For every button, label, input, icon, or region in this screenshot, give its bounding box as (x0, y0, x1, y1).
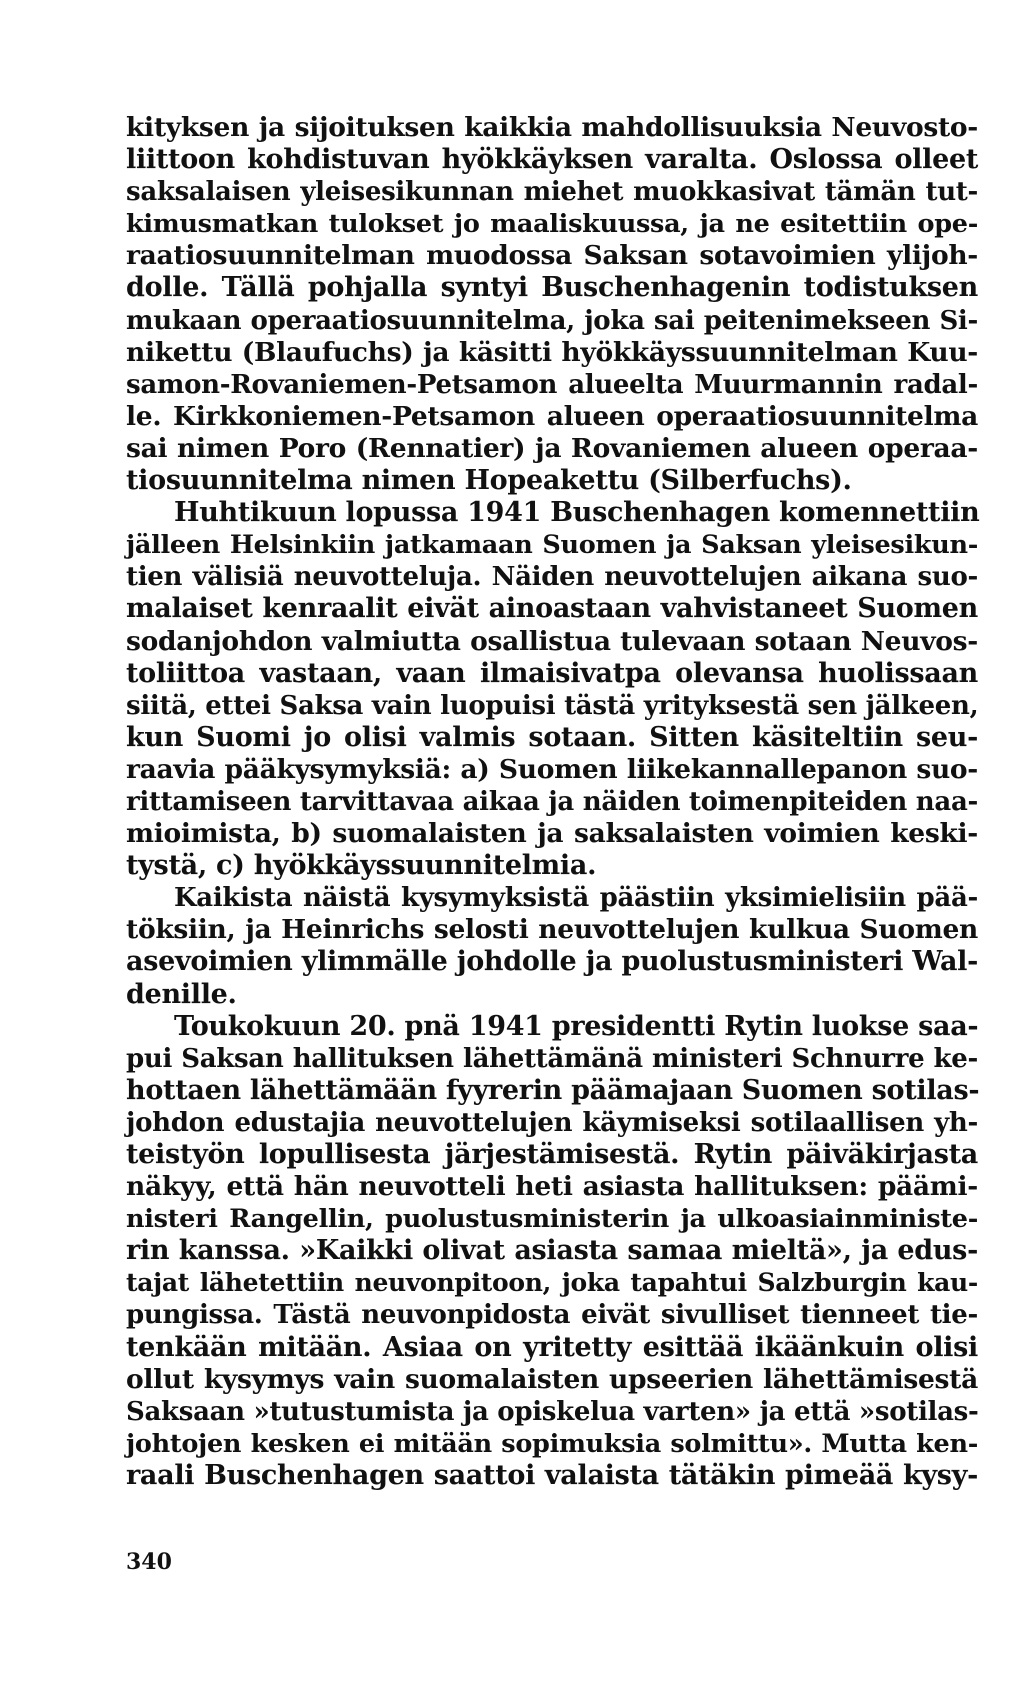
text-line: raavia pääkysymyksiä: a) Suomen liikekannallepanon suo- (126, 753, 978, 785)
text-line: tystä, c) hyökkäyssuunnitelmia. (126, 850, 597, 882)
text-line: rittamiseen tarvittavaa aikaa ja näiden toimenpiteiden naa- (126, 786, 978, 817)
text-line: johdon edustajia neuvottelujen käymiseksi sotilaallisen yh- (126, 1107, 978, 1138)
text-line: Saksaan »tutustumista ja opiskelua varten» ja että »sotilas- (126, 1396, 979, 1427)
text-line: kityksen ja sijoituksen kaikkia mahdollisuuksia Neuvosto- (126, 112, 978, 143)
text-line: rin kanssa. »Kaikki olivat asiasta samaa mieltä», ja edus- (126, 1235, 978, 1267)
text-line: pui Saksan hallituksen lähettämänä ministeri Schnurre ke- (126, 1043, 978, 1074)
text-line: sodanjohdon valmiutta osallistua tulevaan sotaan Neuvos- (126, 625, 978, 657)
text-line: pungissa. Tästä neuvonpidosta eivät sivulliset tienneet tie- (126, 1300, 978, 1331)
text-line: dolle. Tällä pohjalla syntyi Buschenhagenin todistuksen (126, 272, 978, 304)
text-line: jälleen Helsinkiin jatkamaan Suomen ja Saksan yleisesikun- (126, 530, 978, 561)
text-line: denille. (126, 978, 237, 1010)
text-line: kun Suomi jo olisi valmis sotaan. Sitten käsiteltiin seu- (126, 721, 978, 753)
text-line: nisteri Rangellin, puolustusministerin ja ulkoasiainministe- (126, 1204, 978, 1235)
text-line: mukaan operaatiosuunnitelma, joka sai peitenimekseen Si- (126, 305, 978, 336)
text-line: tiosuunnitelma nimen Hopeakettu (Silberfuchs). (126, 465, 852, 497)
text-line: raali Buschenhagen saattoi valaista tätäkin pimeää kysy- (126, 1459, 978, 1491)
text-line: liittoon kohdistuvan hyökkäyksen varalta. Oslossa olleet (126, 144, 978, 176)
text-line: töksiin, ja Heinrichs selosti neuvottelujen kulkua Suomen (126, 914, 978, 946)
text-line: Kaikista näistä kysymyksistä päästiin yksimielisiin pää- (174, 883, 978, 914)
text-line: Toukokuun 20. pnä 1941 presidentti Rytin luokse saa- (174, 1010, 979, 1042)
text-line: malaiset kenraalit eivät ainoastaan vahvistaneet Suomen (126, 593, 978, 625)
text-line: tajat lähetettiin neuvonpitoon, joka tapahtui Salzburgin kau- (126, 1268, 978, 1298)
text-line: siitä, ettei Saksa vain luopuisi tästä yrityksestä sen jälkeen, (126, 690, 979, 721)
text-line: raatiosuunnitelman muodossa Saksan sotavoimien ylijoh- (126, 240, 978, 272)
text-line: teistyön lopullisesta järjestämisestä. Rytin päiväkirjasta (126, 1139, 978, 1170)
text-line: ollut kysymys vain suomalaisten upseerien lähettämisestä (126, 1363, 978, 1395)
body-text (126, 112, 978, 1492)
text-line: nikettu (Blaufuchs) ja käsitti hyökkäyssuunnitelman Kuu- (126, 336, 978, 368)
text-line: hottaen lähettämään fyyrerin päämajaan Suomen sotilas- (126, 1074, 980, 1106)
text-line: näkyy, että hän neuvotteli heti asiasta hallituksen: päämi- (126, 1171, 978, 1203)
text-line: sai nimen Poro (Rennatier) ja Rovaniemen alueen operaa- (126, 432, 978, 464)
text-line: kimusmatkan tulokset jo maaliskuussa, ja ne esitettiin ope- (126, 209, 978, 240)
page-number: 340 (126, 1549, 172, 1575)
text-line: tenkään mitään. Asiaa on yritetty esittää ikäänkuin olisi (126, 1331, 978, 1363)
text-line: johtojen kesken ei mitään sopimuksia solmittu». Mutta ken- (126, 1428, 978, 1459)
text-line: saksalaisen yleisesikunnan miehet muokkasivat tämän tut- (126, 177, 978, 208)
text-line: tien välisiä neuvotteluja. Näiden neuvottelujen aikana suo- (126, 562, 978, 593)
text-line: Huhtikuun lopussa 1941 Buschenhagen komennettiin (174, 497, 980, 529)
text-line: toliittoa vastaan, vaan ilmaisivatpa olevansa huolissaan (126, 657, 978, 689)
text-line: samon-Rovaniemen-Petsamon alueelta Muurmannin radal- (126, 369, 978, 400)
text-line: asevoimien ylimmälle johdolle ja puolustusministeri Wal- (126, 946, 978, 978)
text-line: mioimista, b) suomalaisten ja saksalaisten voimien keski- (126, 818, 978, 850)
text-line: le. Kirkkoniemen-Petsamon alueen operaatiosuunnitelma (126, 400, 978, 432)
